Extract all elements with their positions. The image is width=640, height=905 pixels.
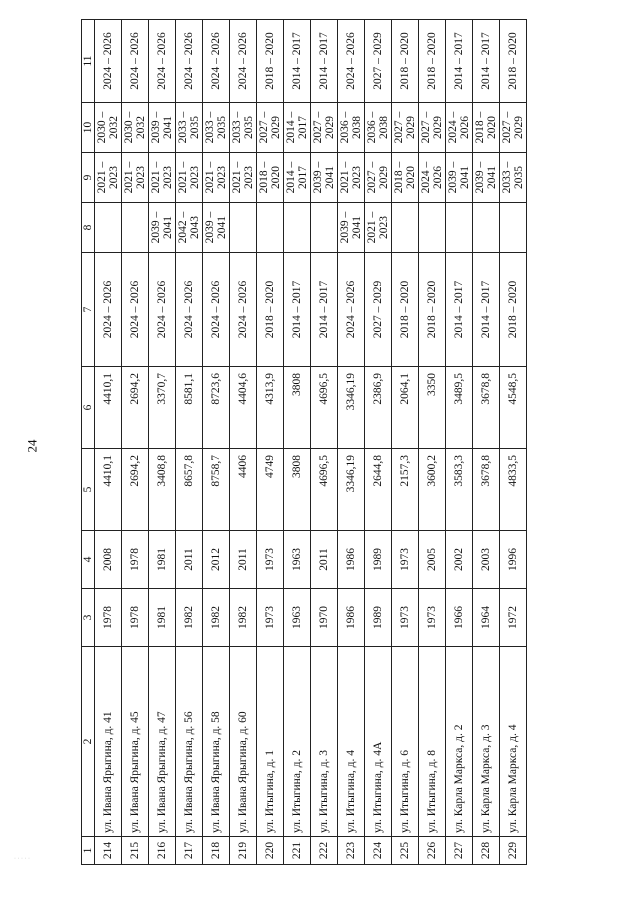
- header-cell-9: 9: [82, 153, 95, 203]
- table-cell: 2018 – 2020: [500, 20, 527, 103]
- header-cell-8: 8: [82, 203, 95, 253]
- table-cell: 2030 – 2032: [122, 103, 149, 153]
- table-cell: 1972: [500, 589, 527, 647]
- table-cell: 2157,3: [392, 449, 419, 531]
- table-row: [446, 20, 473, 865]
- table-cell: 1978: [122, 531, 149, 589]
- table-cell: [230, 203, 257, 253]
- table-cell: [122, 203, 149, 253]
- table-row: [95, 20, 122, 865]
- table-cell: 8581,1: [176, 367, 203, 449]
- table-cell: 2024 – 2026: [122, 20, 149, 103]
- table-cell: 2021 – 2023: [122, 153, 149, 203]
- table-cell: [257, 203, 284, 253]
- table-body: [95, 20, 527, 865]
- table-cell: ул. Карла Маркса, д. 2: [446, 647, 473, 837]
- table-cell: 4548,5: [500, 367, 527, 449]
- table-cell: [284, 203, 311, 253]
- table-row: [284, 20, 311, 865]
- table-row: [392, 20, 419, 865]
- table-row: [149, 20, 176, 865]
- table-cell: 2386,9: [365, 367, 392, 449]
- table-cell: ул. Ивана Ярыгина, д. 45: [122, 647, 149, 837]
- table-cell: [311, 203, 338, 253]
- table-cell: 2014 – 2017: [311, 20, 338, 103]
- table-cell: 4410,1: [95, 367, 122, 449]
- table-row: [419, 20, 446, 865]
- table-cell: 8758,7: [203, 449, 230, 531]
- table-cell: 1978: [122, 589, 149, 647]
- table-cell: 229: [500, 837, 527, 865]
- table-cell: 1973: [257, 531, 284, 589]
- table-cell: 2027 – 2029: [419, 103, 446, 153]
- table-cell: 223: [338, 837, 365, 865]
- table-cell: 4406: [230, 449, 257, 531]
- table-cell: 4696,5: [311, 449, 338, 531]
- table-cell: 2002: [446, 531, 473, 589]
- table-cell: 8657,8: [176, 449, 203, 531]
- table-cell: 3370,7: [149, 367, 176, 449]
- table-cell: 2027 – 2029: [365, 153, 392, 203]
- header-cell-7: 7: [82, 253, 95, 367]
- table-cell: 2018 – 2020: [392, 153, 419, 203]
- table-cell: 2039 – 2041: [311, 153, 338, 203]
- table-cell: 2011: [311, 531, 338, 589]
- table-cell: 2694,2: [122, 449, 149, 531]
- table-cell: 1989: [365, 589, 392, 647]
- table-cell: 2021 – 2023: [365, 203, 392, 253]
- table-cell: [500, 203, 527, 253]
- table-row: [338, 20, 365, 865]
- table-cell: 2033 – 2035: [500, 153, 527, 203]
- table-cell: 3489,5: [446, 367, 473, 449]
- table-cell: 3346,19: [338, 449, 365, 531]
- table-cell: 2033 – 2035: [230, 103, 257, 153]
- table-row: [176, 20, 203, 865]
- table-cell: 4696,5: [311, 367, 338, 449]
- table-cell: 2024 – 2026: [338, 20, 365, 103]
- table-cell: 2021 – 2023: [338, 153, 365, 203]
- table-cell: 219: [230, 837, 257, 865]
- table-row: [203, 20, 230, 865]
- table-cell: 2024 – 2026: [95, 253, 122, 367]
- table-cell: 1981: [149, 531, 176, 589]
- table-cell: 222: [311, 837, 338, 865]
- rotated-table-area: [81, 20, 586, 865]
- table-cell: 2027 – 2029: [365, 20, 392, 103]
- table-cell: ул. Ивана Ярыгина, д. 47: [149, 647, 176, 837]
- table-cell: ул. Итыгина, д. 6: [392, 647, 419, 837]
- table-row: [122, 20, 149, 865]
- table-cell: 2027 – 2029: [392, 103, 419, 153]
- table-cell: 217: [176, 837, 203, 865]
- table-cell: 214: [95, 837, 122, 865]
- table-cell: 2005: [419, 531, 446, 589]
- table-cell: 2024 – 2026: [122, 253, 149, 367]
- table-cell: [473, 203, 500, 253]
- table-cell: 2036 – 2038: [338, 103, 365, 153]
- table-cell: ул. Итыгина, д. 4: [338, 647, 365, 837]
- table-cell: 2033 – 2035: [176, 103, 203, 153]
- table-cell: 224: [365, 837, 392, 865]
- table-cell: 2039 – 2041: [203, 203, 230, 253]
- table-cell: 1973: [257, 589, 284, 647]
- table-cell: ул. Ивана Ярыгина, д. 56: [176, 647, 203, 837]
- table-cell: 1964: [473, 589, 500, 647]
- table-cell: 1963: [284, 531, 311, 589]
- table-row: [500, 20, 527, 865]
- table-cell: 2014 – 2017: [284, 103, 311, 153]
- table-cell: 225: [392, 837, 419, 865]
- header-cell-3: 3: [82, 589, 95, 647]
- table-cell: 2018 – 2020: [392, 253, 419, 367]
- table-cell: [419, 203, 446, 253]
- table-row: [230, 20, 257, 865]
- table-cell: 2036 – 2038: [365, 103, 392, 153]
- table-cell: 4749: [257, 449, 284, 531]
- table-cell: 2030 – 2032: [95, 103, 122, 153]
- table-cell: 2024 – 2026: [176, 253, 203, 367]
- table-cell: 2018 – 2020: [392, 20, 419, 103]
- table-cell: [446, 203, 473, 253]
- table-cell: ул. Ивана Ярыгина, д. 41: [95, 647, 122, 837]
- table-cell: ул. Итыгина, д. 2: [284, 647, 311, 837]
- table-cell: ул. Ивана Ярыгина, д. 58: [203, 647, 230, 837]
- table-cell: 2024 – 2026: [230, 253, 257, 367]
- table-cell: 1978: [95, 589, 122, 647]
- table-row: [473, 20, 500, 865]
- table-cell: [95, 203, 122, 253]
- table-cell: 2014 – 2017: [446, 253, 473, 367]
- table-header: [82, 20, 95, 865]
- table-cell: 215: [122, 837, 149, 865]
- table-cell: 2014 – 2017: [473, 20, 500, 103]
- table-cell: 1963: [284, 589, 311, 647]
- table-row: [311, 20, 338, 865]
- table-cell: 2014 – 2017: [284, 253, 311, 367]
- table-cell: 2018 – 2020: [419, 20, 446, 103]
- table-cell: ул. Итыгина, д. 3: [311, 647, 338, 837]
- table-cell: 2039 – 2041: [473, 153, 500, 203]
- header-cell-4: 4: [82, 531, 95, 589]
- table-cell: 2011: [230, 531, 257, 589]
- table-cell: 2024 – 2026: [203, 20, 230, 103]
- table-cell: ул. Итыгина, д. 1: [257, 647, 284, 837]
- table-cell: 3808: [284, 449, 311, 531]
- header-cell-1: 1: [82, 837, 95, 865]
- table-cell: 2024 – 2026: [338, 253, 365, 367]
- table-cell: 2018 – 2020: [500, 253, 527, 367]
- table-cell: 2027 – 2029: [500, 103, 527, 153]
- table-cell: 2039 – 2041: [338, 203, 365, 253]
- table-cell: 4313,9: [257, 367, 284, 449]
- table-cell: 2694,2: [122, 367, 149, 449]
- table-cell: 2011: [176, 531, 203, 589]
- table-cell: 2024 – 2026: [419, 153, 446, 203]
- table-cell: 2024 – 2026: [203, 253, 230, 367]
- table-cell: 3600,2: [419, 449, 446, 531]
- table-cell: 2024 – 2026: [149, 20, 176, 103]
- table-cell: 2024 – 2026: [95, 20, 122, 103]
- table-cell: 2024 – 2026: [230, 20, 257, 103]
- header-cell-10: 10: [82, 103, 95, 153]
- table-cell: 2021 – 2023: [95, 153, 122, 203]
- table-cell: 2018 – 2020: [257, 20, 284, 103]
- table-cell: 2018 – 2020: [473, 103, 500, 153]
- header-cell-2: 2: [82, 647, 95, 837]
- table-cell: 3583,3: [446, 449, 473, 531]
- table-cell: 2042 – 2043: [176, 203, 203, 253]
- table-cell: 2021 – 2023: [149, 153, 176, 203]
- table-cell: 2021 – 2023: [176, 153, 203, 203]
- header-row: [82, 20, 95, 865]
- repair-schedule-table: [81, 19, 527, 865]
- table-cell: 2644,8: [365, 449, 392, 531]
- table-cell: 1973: [419, 589, 446, 647]
- table-cell: 2024 – 2026: [149, 253, 176, 367]
- page-number: 24: [24, 439, 40, 453]
- table-cell: 2014 – 2017: [446, 20, 473, 103]
- scan-specks: · · · · ·: [14, 856, 30, 862]
- table-cell: 2014 – 2017: [311, 253, 338, 367]
- table-cell: 228: [473, 837, 500, 865]
- table-cell: 216: [149, 837, 176, 865]
- table-cell: 2018 – 2020: [257, 253, 284, 367]
- table-cell: 2014 – 2017: [473, 253, 500, 367]
- table-cell: 2064,1: [392, 367, 419, 449]
- table-cell: 1981: [149, 589, 176, 647]
- table-cell: 1982: [203, 589, 230, 647]
- table-cell: ул. Карла Маркса, д. 4: [500, 647, 527, 837]
- table-cell: 1973: [392, 589, 419, 647]
- table-cell: 3350: [419, 367, 446, 449]
- table-cell: 4410,1: [95, 449, 122, 531]
- table-cell: 2039 – 2041: [149, 103, 176, 153]
- table-cell: 1986: [338, 589, 365, 647]
- table-cell: 2024 – 2026: [446, 103, 473, 153]
- table-cell: 2027 – 2029: [365, 253, 392, 367]
- table-cell: 2003: [473, 531, 500, 589]
- header-cell-5: 5: [82, 449, 95, 531]
- table-cell: 1970: [311, 589, 338, 647]
- table-cell: 220: [257, 837, 284, 865]
- table-cell: 3678,8: [473, 367, 500, 449]
- table-cell: [392, 203, 419, 253]
- table-cell: 1982: [230, 589, 257, 647]
- table-cell: 8723,6: [203, 367, 230, 449]
- table-cell: ул. Итыгина, д. 4А: [365, 647, 392, 837]
- table-cell: 226: [419, 837, 446, 865]
- table-cell: 2021 – 2023: [230, 153, 257, 203]
- table-cell: 2014 – 2017: [284, 20, 311, 103]
- table-cell: 1966: [446, 589, 473, 647]
- table-cell: 2033 – 2035: [203, 103, 230, 153]
- header-cell-6: 6: [82, 367, 95, 449]
- table-cell: 1986: [338, 531, 365, 589]
- table-cell: ул. Карла Маркса, д. 3: [473, 647, 500, 837]
- header-cell-11: 11: [82, 20, 95, 103]
- table-cell: 2018 – 2020: [419, 253, 446, 367]
- table-cell: ул. Ивана Ярыгина, д. 60: [230, 647, 257, 837]
- table-cell: 1996: [500, 531, 527, 589]
- table-cell: 218: [203, 837, 230, 865]
- table-cell: 221: [284, 837, 311, 865]
- table-row: [257, 20, 284, 865]
- table-cell: 227: [446, 837, 473, 865]
- table-cell: 2039 – 2041: [446, 153, 473, 203]
- table-cell: 2021 – 2023: [203, 153, 230, 203]
- table-row: [365, 20, 392, 865]
- table-cell: 2014 – 2017: [284, 153, 311, 203]
- table-cell: 4833,5: [500, 449, 527, 531]
- table-cell: 2012: [203, 531, 230, 589]
- table-cell: ул. Итыгина, д. 8: [419, 647, 446, 837]
- table-cell: 4404,6: [230, 367, 257, 449]
- table-cell: 2027 – 2029: [257, 103, 284, 153]
- table-cell: 3408,8: [149, 449, 176, 531]
- table-cell: 1989: [365, 531, 392, 589]
- table-cell: 1982: [176, 589, 203, 647]
- table-cell: 3678,8: [473, 449, 500, 531]
- table-cell: 2024 – 2026: [176, 20, 203, 103]
- table-cell: 2018 – 2020: [257, 153, 284, 203]
- table-cell: 3808: [284, 367, 311, 449]
- table-cell: 2008: [95, 531, 122, 589]
- table-cell: 2027 – 2029: [311, 103, 338, 153]
- table-cell: 1973: [392, 531, 419, 589]
- table-cell: 2039 – 2041: [149, 203, 176, 253]
- table-cell: 3346,19: [338, 367, 365, 449]
